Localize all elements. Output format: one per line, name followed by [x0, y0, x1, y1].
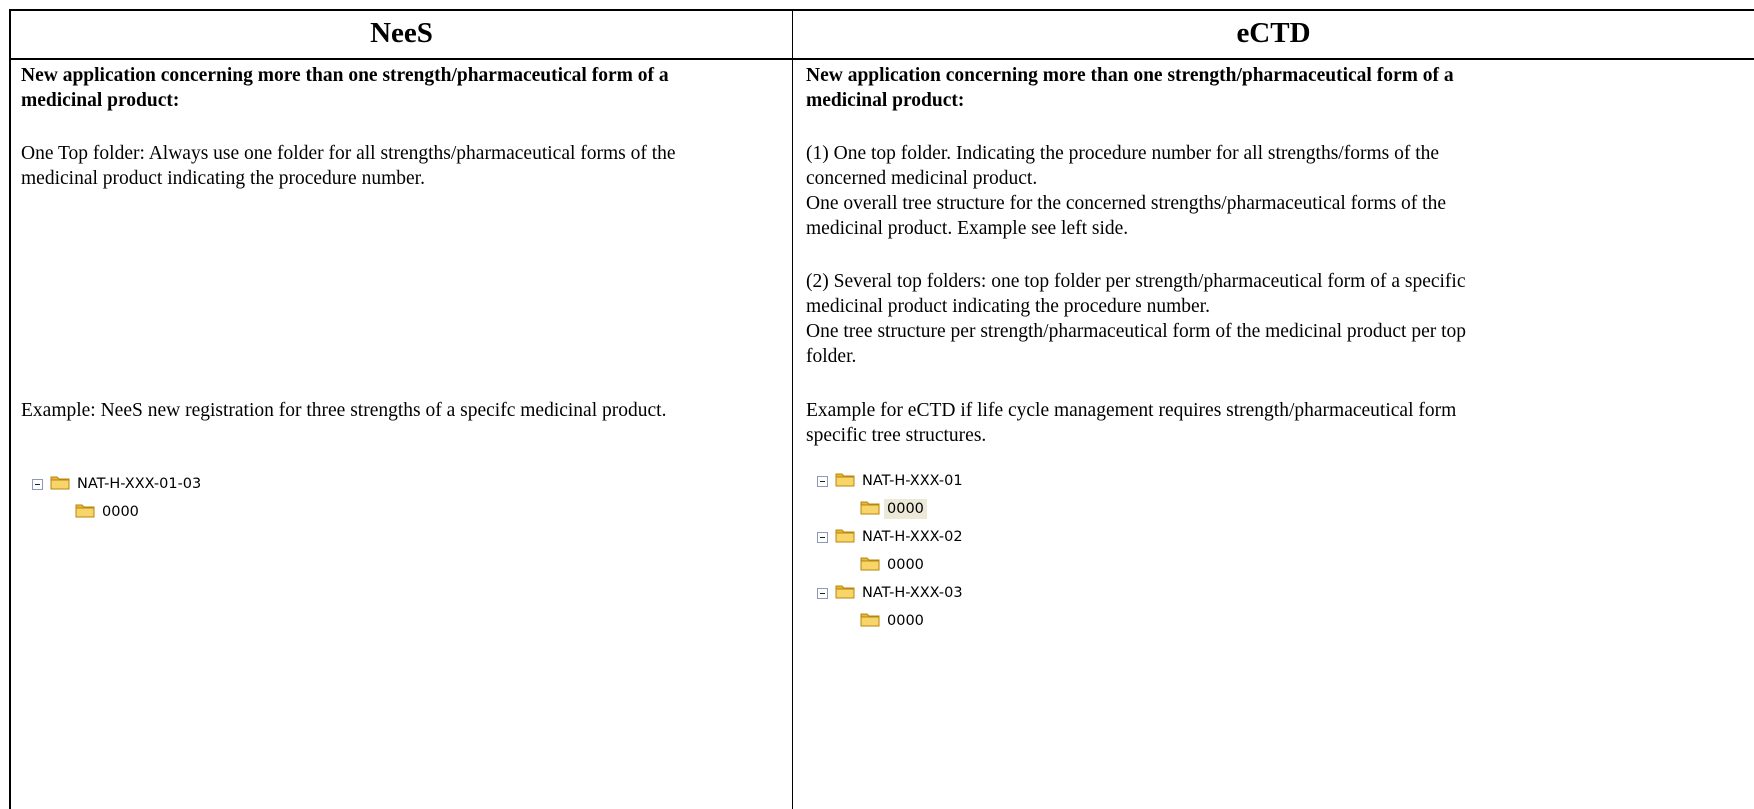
- collapse-icon[interactable]: [32, 479, 43, 490]
- nees-heading: [21, 63, 789, 113]
- nees-example-line: Example: NeeS new registration for three strengths of a specifc medicinal product.: [21, 400, 667, 421]
- ectd-heading-line: New application concerning more than one strength/pharmaceutical form of a: [806, 65, 1454, 86]
- tree-node-label[interactable]: NAT-H-XXX-01: [862, 473, 963, 489]
- ectd-option-1: [806, 141, 1754, 241]
- nees-heading-line: New application concerning more than one strength/pharmaceutical form of a: [21, 65, 669, 86]
- tree-node-label[interactable]: 0000: [884, 499, 927, 519]
- header-ectd: eCTD: [1236, 17, 1311, 49]
- folder-icon: [75, 502, 95, 522]
- ectd-option-2-line: One tree structure per strength/pharmaceutical form of the medicinal product per top: [806, 321, 1467, 342]
- ectd-tree-node[interactable]: [817, 526, 966, 548]
- ectd-example: [806, 398, 1754, 448]
- ectd-tree-child-node[interactable]: [860, 610, 927, 632]
- ectd-tree-child-node[interactable]: [860, 498, 927, 520]
- collapse-icon[interactable]: [817, 476, 828, 487]
- collapse-icon[interactable]: [817, 532, 828, 543]
- tree-node-label[interactable]: 0000: [887, 557, 924, 573]
- folder-icon: [50, 474, 70, 494]
- header-nees: NeeS: [370, 17, 433, 49]
- collapse-icon[interactable]: [817, 588, 828, 599]
- ectd-example-line: specific tree structures.: [806, 425, 987, 446]
- ectd-heading: [806, 63, 1754, 113]
- folder-icon: [835, 583, 855, 603]
- nees-tree-node[interactable]: [32, 473, 204, 495]
- nees-rule: [21, 141, 789, 191]
- ectd-option-1-line: medicinal product. Example see left side.: [806, 218, 1129, 239]
- folder-icon: [860, 555, 880, 575]
- tree-node-label[interactable]: NAT-H-XXX-02: [862, 529, 963, 545]
- folder-icon: [835, 471, 855, 491]
- ectd-tree-node[interactable]: [817, 470, 966, 492]
- ectd-option-2: [806, 269, 1754, 369]
- ectd-tree-node[interactable]: [817, 582, 966, 604]
- nees-heading-line: medicinal product:: [21, 90, 180, 111]
- tree-node-label[interactable]: NAT-H-XXX-01-03: [77, 476, 202, 492]
- ectd-option-2-line: (2) Several top folders: one top folder per strength/pharmaceutical form of a specific: [806, 271, 1466, 292]
- ectd-heading-line: medicinal product:: [806, 90, 965, 111]
- folder-icon: [860, 499, 880, 519]
- nees-example: [21, 398, 789, 423]
- nees-tree-child-node[interactable]: [75, 501, 142, 523]
- ectd-example-line: Example for eCTD if life cycle management requires strength/pharmaceutical form: [806, 400, 1457, 421]
- tree-node-label[interactable]: NAT-H-XXX-03: [862, 585, 963, 601]
- nees-rule-line: medicinal product indicating the procedure number.: [21, 168, 425, 189]
- nees-rule-line: One Top folder: Always use one folder for all strengths/pharmaceutical forms of the: [21, 143, 676, 164]
- column-divider: [792, 9, 793, 809]
- folder-icon: [835, 527, 855, 547]
- ectd-option-2-line: folder.: [806, 346, 857, 367]
- folder-icon: [860, 611, 880, 631]
- ectd-tree-child-node[interactable]: [860, 554, 927, 576]
- header-divider: [9, 58, 1754, 60]
- ectd-option-1-line: concerned medicinal product.: [806, 168, 1038, 189]
- ectd-option-1-line: (1) One top folder. Indicating the procedure number for all strengths/forms of the: [806, 143, 1440, 164]
- tree-node-label[interactable]: 0000: [887, 613, 924, 629]
- tree-node-label[interactable]: 0000: [102, 504, 139, 520]
- ectd-option-2-line: medicinal product indicating the procedure number.: [806, 296, 1210, 317]
- ectd-option-1-line: One overall tree structure for the concerned strengths/pharmaceutical forms of the: [806, 193, 1446, 214]
